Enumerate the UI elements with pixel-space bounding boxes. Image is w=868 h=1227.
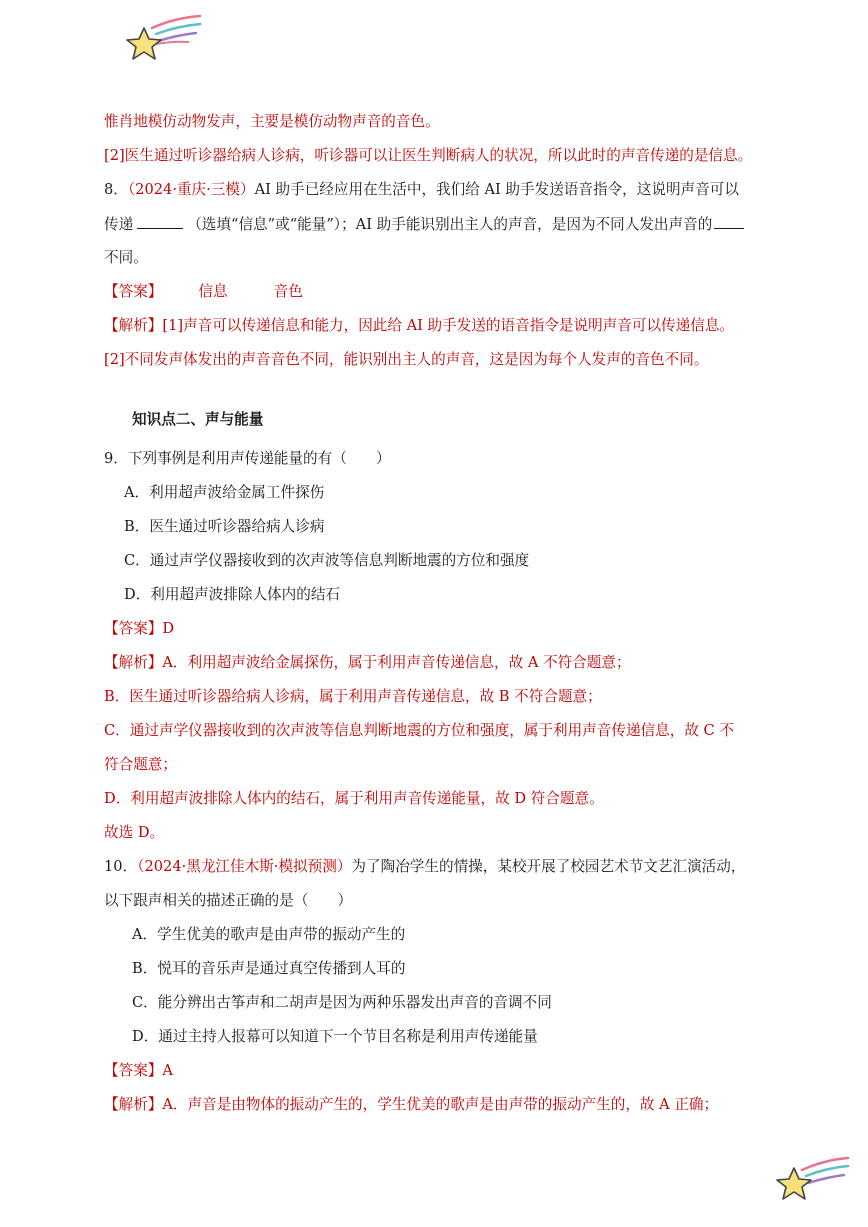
q10-option-c: C．能分辨出古筝声和二胡声是因为两种乐器发出声音的音调不同 (132, 994, 552, 1011)
q8-answer-1: 信息 (198, 283, 228, 300)
q9-option-c: C．通过声学仪器接收到的次声波等信息判断地震的方位和强度 (124, 552, 530, 569)
q9-stem: 9．下列事例是利用声传递能量的有（ ） (104, 450, 391, 467)
q8-stem-line-1 (104, 180, 739, 200)
q8-number: 8． (104, 181, 128, 198)
q8-answer-2: 音色 (273, 283, 303, 300)
q8-stem-3: 不同。 (104, 249, 148, 266)
q9-analysis-c1: C．通过声学仪器接收到的次声波等信息判断地震的方位和强度，属于利用声音传递信息，故 C 不 (104, 722, 734, 739)
q10-number: 10． (104, 858, 138, 875)
q8-stem-2a: 传递 (104, 216, 134, 233)
q9-analysis-a: 【解析】A．利用超声波给金属探伤，属于利用声音传递信息，故 A 不符合题意； (104, 654, 631, 671)
q8-stem-1: AI 助手已经应用在生活中，我们给 AI 助手发送语音指令，这说明声音可以 (254, 181, 739, 198)
q10-answer: 【答案】A (104, 1062, 173, 1079)
q8-stem-2b: （选填“信息”或“能量”）；AI 助手能识别出主人的声音，是因为不同人发出声音的 (187, 216, 713, 233)
q7-analysis-tail: 惟肖地模仿动物发声，主要是模仿动物声音的音色。 (104, 113, 440, 130)
q10-analysis-a: 【解析】A．声音是由物体的振动产生的，学生优美的歌声是由声带的振动产生的，故 A 正确； (104, 1096, 719, 1113)
q9-analysis-b: B．医生通过听诊器给病人诊病，属于利用声音传递信息，故 B 不符合题意； (104, 688, 602, 705)
q9-choose: 故选 D。 (104, 824, 165, 841)
section-title: 知识点二、声与能量 (132, 411, 264, 428)
answer-blank-2 (714, 214, 744, 229)
analysis-label: 【解析】 (104, 317, 163, 334)
q8-answer (104, 282, 303, 302)
answer-label: 【答案】 (104, 283, 163, 300)
q9-answer: 【答案】D (104, 620, 175, 637)
q9-option-b: B．医生通过听诊器给病人诊病 (124, 518, 325, 535)
q9-analysis-d: D．利用超声波排除人体内的结石，属于利用声音传递能量，故 D 符合题意。 (104, 790, 604, 807)
shooting-star-icon (122, 14, 202, 66)
q10-source: （2024·黑龙江佳木斯·模拟预测） (137, 858, 352, 875)
q10-option-a: A．学生优美的歌声是由声带的振动产生的 (132, 926, 406, 943)
q8-analysis-1: 【解析】[1]声音可以传递信息和能力，因此给 AI 助手发送的语音指令是说明声音可以传递信息。 (104, 317, 735, 334)
q10-stem-1: 为了陶冶学生的情操，某校开展了校园艺术节文艺汇演活动， (351, 858, 746, 875)
q7-analysis-2: [2]医生通过听诊器给病人诊病，听诊器可以让医生判断病人的状况，所以此时的声音传递的是信息。 (104, 147, 753, 164)
q9-option-d: D．利用超声波排除人体内的结石 (124, 586, 341, 603)
q10-option-d: D．通过主持人报幕可以知道下一个节目名称是利用声传递能量 (132, 1028, 538, 1045)
q8-source: （2024·重庆·三模） (127, 181, 255, 198)
q8-analysis-2: [2]不同发声体发出的声音音色不同，能识别出主人的声音，这是因为每个人发声的音色不同。 (104, 351, 709, 368)
q10-stem-line-1 (104, 857, 745, 877)
q8-stem-line-2 (104, 214, 744, 234)
shooting-star-icon (772, 1156, 850, 1204)
answer-blank-1 (137, 214, 183, 229)
q9-option-a: A．利用超声波给金属工件探伤 (124, 484, 325, 501)
q10-stem-2: 以下跟声相关的描述正确的是（ ） (104, 892, 353, 909)
q9-analysis-c2: 符合题意； (104, 756, 177, 773)
q10-option-b: B．悦耳的音乐声是通过真空传播到人耳的 (132, 960, 406, 977)
